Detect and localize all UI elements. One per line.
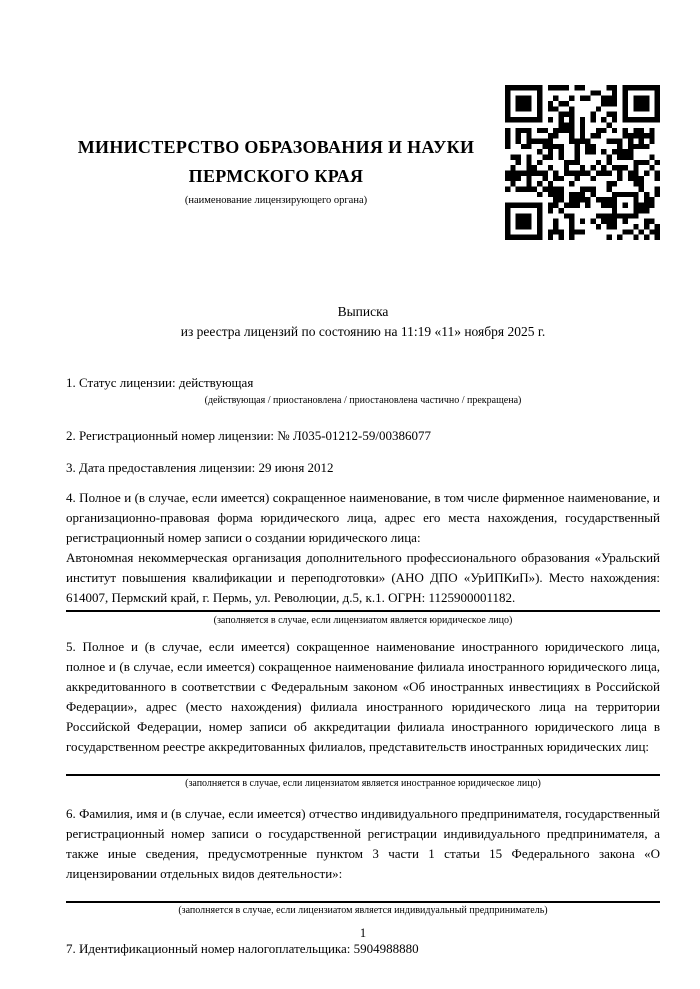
- item-registration-number-text: 2. Регистрационный номер лицензии: № Л035-01212-59/00386077: [66, 428, 432, 443]
- qr-code: [505, 85, 660, 240]
- item-foreign-entity-blank: [66, 757, 660, 774]
- authority-note: (наименование лицензирующего органа): [184, 195, 368, 206]
- item-registration-number: [66, 426, 660, 446]
- item-foreign-entity-text: 5. Полное и (в случае, если имеется) сокращенное наименование иностранного юридического лица, полное и (в случае, если имеется) сокращенное наименование филиала иностранного юридического лица, аккредитованного в соответствии с Федеральным законом «Об иностранных инвестициях в Российской Федерации», адрес (место нахождения) филиала иностранного юридического лица на территории Российской Федерации, номер записи об аккредитации филиала иностранного юридического лица в государственном реестре аккредитованных филиалов, представительств иностранных юридических лиц:: [66, 639, 660, 754]
- authority-name-line1: МИНИСТЕРСТВО ОБРАЗОВАНИЯ И НАУКИ: [77, 137, 475, 157]
- document-title: Выписка: [337, 304, 389, 319]
- licensing-authority-header: [66, 133, 486, 208]
- document-body: [66, 302, 660, 959]
- item-taxpayer-number-text: 7. Идентификационный номер налогоплательщика: 5904988880: [66, 941, 419, 956]
- item-license-status-text: 1. Статус лицензии: действующая: [66, 375, 254, 390]
- authority-name-line2: ПЕРМСКОГО КРАЯ: [188, 166, 364, 186]
- item-legal-entity-underline: [66, 610, 660, 612]
- item-legal-entity: [66, 488, 660, 628]
- document-subtitle: из реестра лицензий по состоянию на 11:19 «11» ноября 2025 г.: [180, 324, 546, 339]
- item-foreign-entity-note: (заполняется в случае, если лицензиатом является иностранное юридическое лицо): [185, 778, 541, 789]
- item-license-status: [66, 373, 660, 408]
- item-license-date: [66, 458, 660, 478]
- page-number: 1: [359, 926, 367, 940]
- item-taxpayer-number: [66, 939, 660, 959]
- item-individual-entrepreneur-note: (заполняется в случае, если лицензиатом является индивидуальный предприниматель): [178, 905, 548, 916]
- item-license-status-note: (действующая / приостановлена / приостановлена частично / прекращена): [204, 395, 522, 406]
- item-individual-entrepreneur-blank: [66, 884, 660, 901]
- item-legal-entity-note: (заполняется в случае, если лицензиатом является юридическое лицо): [213, 615, 513, 626]
- item-license-date-text: 3. Дата предоставления лицензии: 29 июня 2012: [66, 460, 334, 475]
- item-legal-entity-text: 4. Полное и (в случае, если имеется) сокращенное наименование, в том числе фирменное наименование, и организационно-правовая форма юридического лица, адрес его места нахождения, государственный регистрационный номер записи о создании юридического лица:: [66, 490, 660, 545]
- item-foreign-entity: [66, 637, 660, 791]
- item-legal-entity-value: Автономная некоммерческая организация дополнительного профессионального образования «Уральский институт повышения квалификации и переподготовки» (АНО ДПО «УрИПКиП»). Место нахождения: 614007, Пермский край, г. Пермь, ул. Революции, д.5, к.1. ОГРН: 1125900001182.: [66, 550, 660, 605]
- document-title-block: [66, 302, 660, 342]
- item-individual-entrepreneur-text: 6. Фамилия, имя и (в случае, если имеется) отчество индивидуального предпринимателя, государственный регистрационный номер записи о государственной регистрации индивидуального предпринимателя, а также иные сведения, предусмотренные пунктом 3 части 1 статьи 15 Федерального закона «О лицензировании отдельных видов деятельности»:: [66, 806, 660, 881]
- item-individual-entrepreneur: [66, 804, 660, 918]
